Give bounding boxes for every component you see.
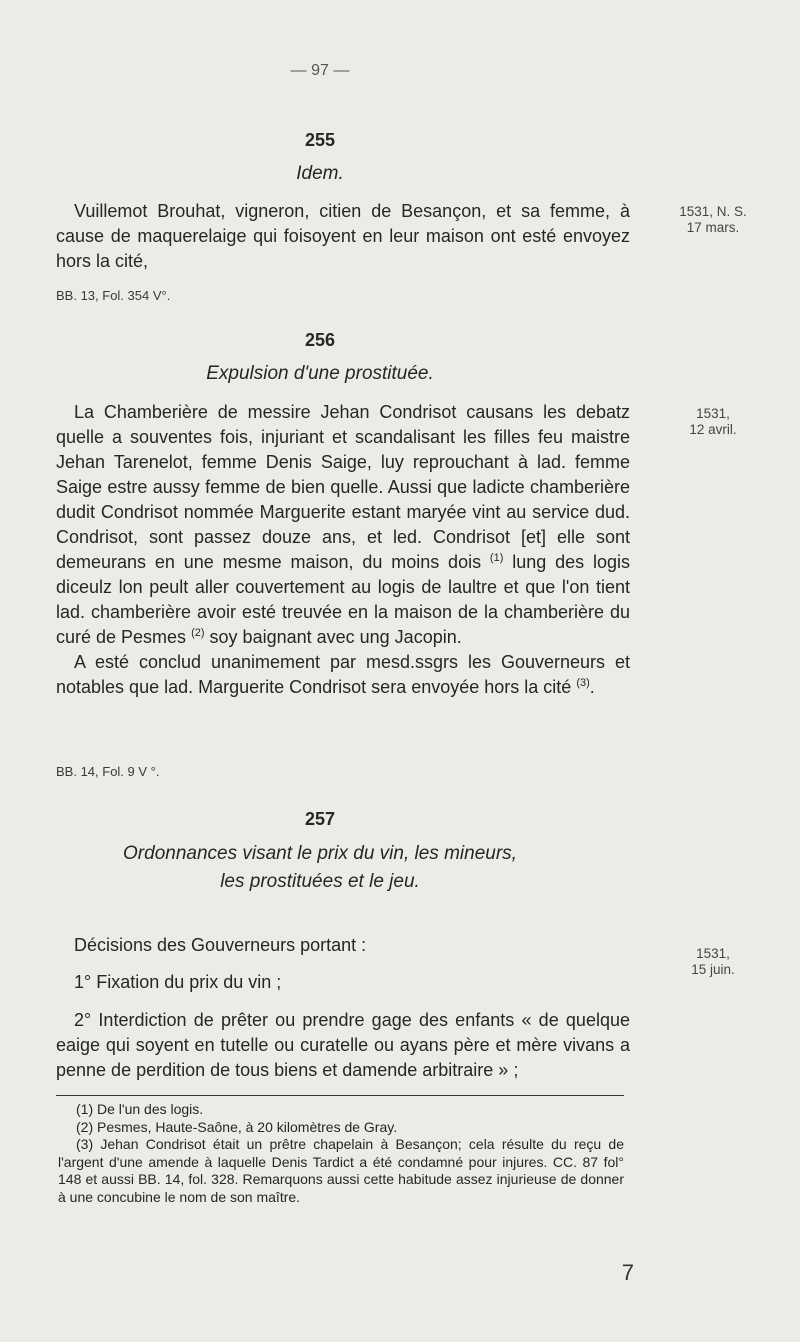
footnote-1: (1) De l'un des logis. bbox=[76, 1101, 204, 1117]
date-day: 15 juin. bbox=[691, 962, 735, 977]
text-segment: A esté conclud unanimement par mesd.ssgrs les Gouverneurs et notables que lad. Marguerite Condrisot sera envoyée hors la cité bbox=[56, 652, 630, 697]
text-segment: La Chamberière de messire Jehan Condrisot causans les debatz quelle a souventes fois, injuriant et scandalisant les filles feu maistre Jehan Tarenelot, femme Denis Saige, luy reprouchant à lad. femme Saige estre aussy femme de bien quelle. Aussi que ladicte chamberière dudit Condrisot nommée Marguerite estant maryée vint au service dud. Condrisot, sont passez douze ans, et led. Condrisot [et] elle sont demeurans en une mesme maison, du moins dois bbox=[56, 402, 630, 572]
page-number: — 97 — bbox=[290, 62, 350, 79]
footnote-ref-1: (1) bbox=[489, 552, 504, 564]
footnote-ref-2: (2) bbox=[191, 627, 205, 639]
date-year: 1531, bbox=[696, 946, 730, 961]
date-year: 1531, N. S. bbox=[679, 204, 747, 219]
entry-number-256: 256 bbox=[304, 330, 336, 350]
entry-text-256 bbox=[56, 400, 630, 700]
paragraph bbox=[56, 650, 630, 700]
paragraph bbox=[56, 400, 630, 650]
margin-date-255 bbox=[638, 204, 788, 236]
paragraph: 1° Fixation du prix du vin ; bbox=[74, 972, 282, 992]
footnote-2: (2) Pesmes, Haute-Saône, à 20 kilomètres de Gray. bbox=[76, 1118, 398, 1135]
entry-title-256: Expulsion d'une prostituée. bbox=[206, 363, 434, 384]
date-day: 17 mars. bbox=[686, 220, 740, 235]
entry-text-257-intro bbox=[56, 933, 630, 958]
footnote-ref-3: (3) bbox=[576, 677, 590, 689]
text-segment: soy baignant avec ung Jacopin. bbox=[209, 627, 462, 647]
signature-mark: 7 bbox=[621, 1260, 634, 1285]
paragraph: Vuillemot Brouhat, vigneron, citien de Besançon, et sa femme, à cause de maquerelaige qui foisoyent en leur maison ont esté envoyez hors la cité, bbox=[56, 201, 630, 271]
entry-number-255: 255 bbox=[304, 130, 336, 150]
title-line: les prostituées et le jeu. bbox=[220, 871, 420, 892]
footnote-3: (3) Jehan Condrisot était un prêtre chapelain à Besançon; cela résulte du reçu de l'argent d'une amende à laquelle Denis Tardict a été condamné pour injures. CC. 87 fol° 148 et aussi BB. 14, fol. 328. Remarquons aussi cette habitude assez injurieuse de donner à une concubine le nom de son maître. bbox=[58, 1136, 624, 1205]
paragraph: 2° Interdiction de prêter ou prendre gage des enfants « de quelque eaige qui soyent en tutelle ou curatelle ou ayans père et mère vivans a penne de perdition de tous biens et damende arbitraire » ; bbox=[56, 1010, 630, 1080]
entry-number-257: 257 bbox=[304, 809, 336, 829]
text-segment: lung des logis diceulz lon peult aller couvertement au logis de laultre et que l'on tient lad. chamberière avoir esté treuvée en la maison de la chamberière du curé de Pesmes bbox=[56, 552, 630, 647]
entry-text-257-item2 bbox=[56, 1008, 630, 1083]
footnote-divider bbox=[56, 1095, 624, 1096]
footnotes bbox=[58, 1101, 624, 1206]
source-reference-255: BB. 13, Fol. 354 V°. bbox=[56, 288, 171, 303]
entry-text-255 bbox=[56, 199, 630, 274]
text-segment: . bbox=[589, 677, 595, 697]
entry-title-255: Idem. bbox=[296, 163, 344, 184]
date-day: 12 avril. bbox=[689, 422, 737, 437]
paragraph: Décisions des Gouverneurs portant : bbox=[74, 935, 367, 955]
margin-date-257 bbox=[638, 946, 788, 978]
margin-date-256 bbox=[638, 406, 788, 438]
entry-title-257 bbox=[0, 840, 640, 896]
title-line: Ordonnances visant le prix du vin, les mineurs, bbox=[123, 843, 517, 864]
source-reference-256: BB. 14, Fol. 9 V °. bbox=[56, 764, 160, 779]
date-year: 1531, bbox=[696, 406, 730, 421]
entry-text-257-item1 bbox=[56, 970, 630, 995]
